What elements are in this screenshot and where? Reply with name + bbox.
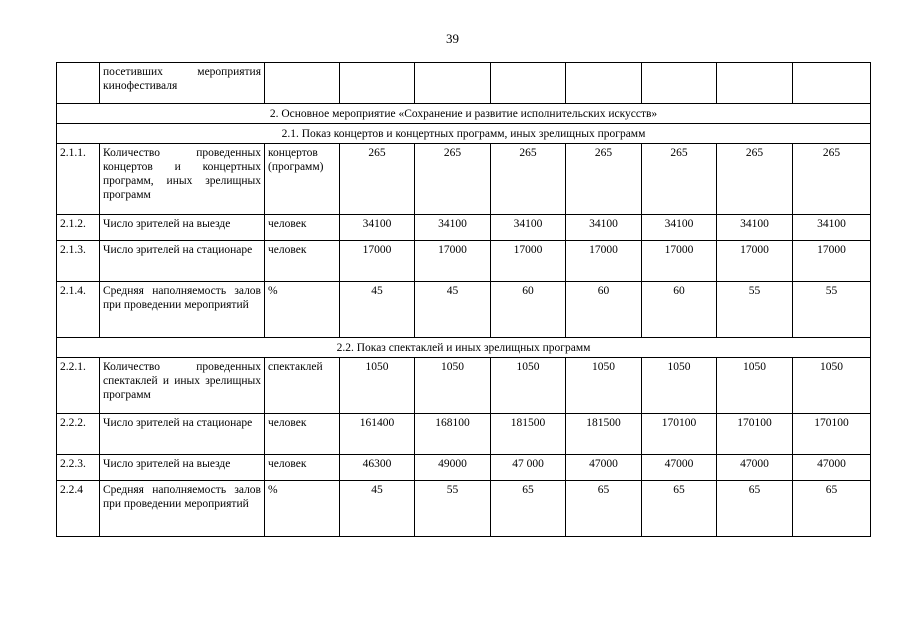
row-unit: концертов (программ) xyxy=(265,144,340,215)
row-value: 65 xyxy=(717,481,793,537)
row-value: 170100 xyxy=(642,414,717,455)
row-value: 17000 xyxy=(340,241,415,282)
row-value: 265 xyxy=(642,144,717,215)
row-description: Количество проведенных концертов и концертных программ, иных зрелищных программ xyxy=(100,144,265,215)
value-cell xyxy=(415,63,491,104)
row-unit: человек xyxy=(265,455,340,481)
row-value: 55 xyxy=(717,282,793,338)
row-value: 170100 xyxy=(793,414,871,455)
value-cell xyxy=(793,63,871,104)
row-value: 47000 xyxy=(642,455,717,481)
row-number: 2.2.2. xyxy=(57,414,100,455)
table-row xyxy=(57,215,871,241)
row-description: Средняя наполняемость залов при проведении мероприятий xyxy=(100,282,265,338)
row-value: 55 xyxy=(793,282,871,338)
row-value: 34100 xyxy=(566,215,642,241)
row-description: Число зрителей на выезде xyxy=(100,455,265,481)
row-value: 34100 xyxy=(491,215,566,241)
row-value: 34100 xyxy=(642,215,717,241)
row-value: 17000 xyxy=(415,241,491,282)
table-row xyxy=(57,455,871,481)
table-row xyxy=(57,144,871,215)
row-value: 265 xyxy=(340,144,415,215)
row-value: 47000 xyxy=(793,455,871,481)
indicators-table xyxy=(56,62,871,537)
row-value: 49000 xyxy=(415,455,491,481)
value-cell xyxy=(491,63,566,104)
row-value: 34100 xyxy=(415,215,491,241)
row-number: 2.1.3. xyxy=(57,241,100,282)
row-value: 1050 xyxy=(491,358,566,414)
value-cell xyxy=(340,63,415,104)
row-number: 2.2.3. xyxy=(57,455,100,481)
row-value: 60 xyxy=(491,282,566,338)
row-description: Количество проведенных спектаклей и иных зрелищных программ xyxy=(100,358,265,414)
row-value: 17000 xyxy=(793,241,871,282)
row-value: 1050 xyxy=(340,358,415,414)
row-value: 265 xyxy=(717,144,793,215)
section-title-2: 2. Основное мероприятие «Сохранение и развитие исполнительских искусств» xyxy=(57,104,871,124)
row-value: 47000 xyxy=(566,455,642,481)
row-number: 2.1.4. xyxy=(57,282,100,338)
row-value: 170100 xyxy=(717,414,793,455)
row-value: 55 xyxy=(415,481,491,537)
row-value: 60 xyxy=(566,282,642,338)
row-value: 45 xyxy=(415,282,491,338)
row-value: 45 xyxy=(340,282,415,338)
row-unit: человек xyxy=(265,414,340,455)
table-row-continuation xyxy=(57,63,871,104)
row-unit: % xyxy=(265,282,340,338)
row-value: 34100 xyxy=(717,215,793,241)
row-value: 1050 xyxy=(793,358,871,414)
row-value: 47000 xyxy=(717,455,793,481)
table-row xyxy=(57,358,871,414)
row-number-cell xyxy=(57,63,100,104)
row-value: 17000 xyxy=(642,241,717,282)
row-value: 265 xyxy=(793,144,871,215)
row-unit: человек xyxy=(265,215,340,241)
page-number: 39 xyxy=(446,31,459,46)
table-row xyxy=(57,241,871,282)
section-header-row xyxy=(57,104,871,124)
row-value: 265 xyxy=(566,144,642,215)
row-value: 265 xyxy=(415,144,491,215)
row-value: 65 xyxy=(642,481,717,537)
section-title-2-1: 2.1. Показ концертов и концертных программ, иных зрелищных программ xyxy=(57,124,871,144)
row-number: 2.1.1. xyxy=(57,144,100,215)
row-value: 34100 xyxy=(793,215,871,241)
row-value: 17000 xyxy=(717,241,793,282)
table-row xyxy=(57,282,871,338)
row-unit: спектаклей xyxy=(265,358,340,414)
row-unit: % xyxy=(265,481,340,537)
row-unit: человек xyxy=(265,241,340,282)
row-number: 2.2.1. xyxy=(57,358,100,414)
row-value: 17000 xyxy=(491,241,566,282)
table-row xyxy=(57,414,871,455)
row-value: 181500 xyxy=(566,414,642,455)
row-value: 1050 xyxy=(642,358,717,414)
row-value: 60 xyxy=(642,282,717,338)
unit-cell xyxy=(265,63,340,104)
row-value: 65 xyxy=(566,481,642,537)
row-value: 168100 xyxy=(415,414,491,455)
row-number: 2.2.4 xyxy=(57,481,100,537)
value-cell xyxy=(566,63,642,104)
row-value: 45 xyxy=(340,481,415,537)
section-title-2-2: 2.2. Показ спектаклей и иных зрелищных программ xyxy=(57,338,871,358)
row-value: 1050 xyxy=(415,358,491,414)
row-value: 1050 xyxy=(566,358,642,414)
table-row xyxy=(57,481,871,537)
row-value: 65 xyxy=(491,481,566,537)
section-header-row xyxy=(57,338,871,358)
row-description: посетивших мероприятия кинофестиваля xyxy=(100,63,265,104)
section-header-row xyxy=(57,124,871,144)
row-value: 181500 xyxy=(491,414,566,455)
row-description: Число зрителей на выезде xyxy=(100,215,265,241)
row-description: Число зрителей на стационаре xyxy=(100,414,265,455)
row-value: 161400 xyxy=(340,414,415,455)
value-cell xyxy=(717,63,793,104)
value-cell xyxy=(642,63,717,104)
row-value: 46300 xyxy=(340,455,415,481)
row-value: 265 xyxy=(491,144,566,215)
row-value: 1050 xyxy=(717,358,793,414)
row-number: 2.1.2. xyxy=(57,215,100,241)
row-value: 34100 xyxy=(340,215,415,241)
row-description: Средняя наполняемость залов при проведении мероприятий xyxy=(100,481,265,537)
row-value: 47 000 xyxy=(491,455,566,481)
row-value: 65 xyxy=(793,481,871,537)
row-description: Число зрителей на стационаре xyxy=(100,241,265,282)
row-value: 17000 xyxy=(566,241,642,282)
